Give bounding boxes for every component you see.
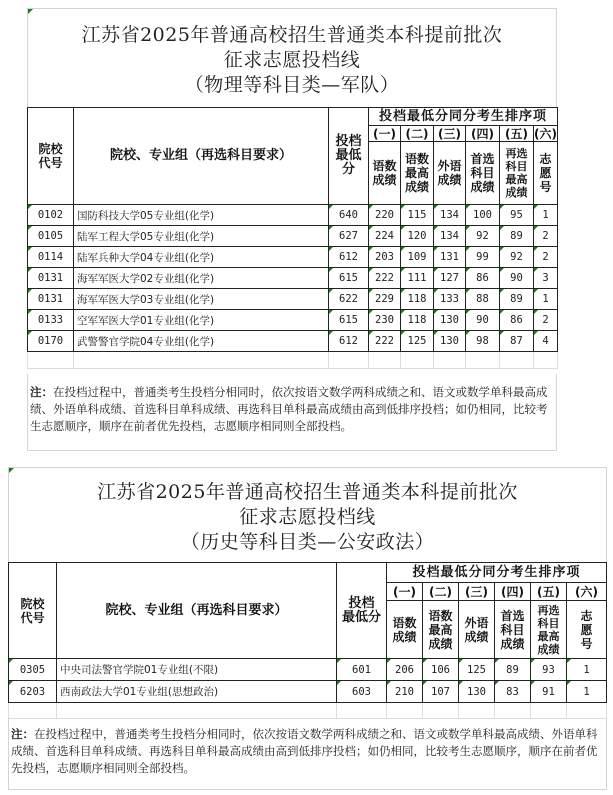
label-line: 最高	[505, 173, 528, 186]
cell-s6: 2	[534, 310, 558, 331]
label-line: 成绩	[500, 636, 525, 651]
header-min-score	[329, 108, 369, 205]
header-sub-num: (四)	[466, 126, 500, 142]
cell-s5: 91	[531, 681, 567, 703]
label-line: 成绩	[470, 180, 495, 194]
cell-min: 612	[329, 247, 369, 268]
table-row	[28, 226, 558, 247]
cell-s3: 130	[459, 681, 495, 703]
header-sub-num: (六)	[534, 126, 558, 141]
cell-s6: 1	[567, 659, 607, 681]
cell-name: 海军军医大学03专业组(化学)	[74, 289, 329, 310]
title-line-1: 江苏省2025年普通高校招生普通类本科提前批次	[81, 24, 503, 46]
label-line: 成绩	[392, 629, 417, 644]
cell-s6: 3	[534, 268, 558, 289]
header-sub-num: (二)	[401, 126, 434, 142]
cell-s4: 99	[466, 247, 500, 268]
header-sub-label	[534, 142, 558, 205]
cell-s5: 92	[500, 247, 534, 268]
cell-code: 0105	[28, 226, 74, 247]
header-min-line: 投档	[348, 595, 375, 611]
header-sub-num: (二)	[423, 583, 459, 601]
header-sub-num: (一)	[369, 126, 401, 142]
label-line: 成绩	[428, 636, 453, 651]
cell-s3: 130	[434, 310, 466, 331]
cell-s1: 206	[387, 659, 423, 681]
table-row	[28, 247, 558, 268]
cell-min: 640	[329, 205, 369, 226]
label-line: 首选	[500, 608, 525, 623]
cell-s1: 222	[369, 331, 401, 352]
cell-s5: 86	[500, 310, 534, 331]
cell-s5: 89	[500, 226, 534, 247]
header-sub-label	[369, 142, 401, 205]
cell-s5: 95	[500, 205, 534, 226]
label-line: 志	[539, 152, 552, 166]
cell-min: 615	[329, 268, 369, 289]
header-code	[9, 563, 57, 659]
label-line: 语数	[404, 152, 429, 166]
label-line: 首选	[470, 152, 495, 166]
cell-name: 国防科技大学05专业组(化学)	[74, 205, 329, 226]
cell-s2: 120	[401, 226, 434, 247]
label-line: 号	[539, 180, 552, 194]
header-code-line: 代号	[38, 156, 63, 170]
header-sub-label	[387, 601, 423, 659]
cell-s4: 86	[466, 268, 500, 289]
cell-s6: 1	[567, 681, 607, 703]
label-line: 最高	[428, 622, 453, 637]
cell-name: 海军军医大学02专业组(化学)	[74, 268, 329, 289]
cell-s1: 203	[369, 247, 401, 268]
label-line: 号	[580, 636, 593, 651]
label-line: 科目	[505, 160, 528, 173]
header-sub-num: (五)	[500, 126, 534, 142]
note-block	[8, 718, 607, 790]
cell-s4: 92	[466, 226, 500, 247]
header-sub-num: (六)	[567, 583, 607, 601]
cell-min: 603	[337, 681, 387, 703]
label-line: 最高	[404, 166, 429, 180]
header-sub-label	[401, 142, 434, 205]
cell-code: 0102	[28, 205, 74, 226]
table-row	[9, 681, 607, 703]
header-min-line: 分	[341, 162, 355, 177]
cell-s1: 222	[369, 268, 401, 289]
cell-s2: 106	[423, 659, 459, 681]
cell-min: 627	[329, 226, 369, 247]
cell-s5: 93	[531, 659, 567, 681]
empty-row	[9, 703, 607, 719]
cell-s2: 125	[401, 331, 434, 352]
cell-code: 0131	[28, 289, 74, 310]
cell-s2: 118	[401, 310, 434, 331]
cell-code: 0170	[28, 331, 74, 352]
cell-s1: 220	[369, 205, 401, 226]
cell-s2: 115	[401, 205, 434, 226]
cell-name: 陆军工程大学05专业组(化学)	[74, 226, 329, 247]
cell-name: 西南政法大学01专业组(思想政治)	[57, 681, 337, 703]
header-code-line: 院校	[20, 596, 45, 611]
header-sub-label	[423, 601, 459, 659]
header-min-score	[337, 563, 387, 659]
label-line: 最高	[537, 629, 560, 643]
cell-code: 0133	[28, 310, 74, 331]
header-sub-label	[466, 142, 500, 205]
cell-code: 6203	[9, 681, 57, 703]
cell-s3: 130	[434, 331, 466, 352]
cell-name: 陆军兵种大学04专业组(化学)	[74, 247, 329, 268]
cell-name: 武警警官学院04专业组(化学)	[74, 331, 329, 352]
cell-min: 622	[329, 289, 369, 310]
label-line: 语数	[392, 615, 417, 630]
label-line: 成绩	[464, 629, 489, 644]
table-row	[28, 331, 558, 352]
cell-s5: 89	[500, 289, 534, 310]
header-code-line: 院校	[38, 142, 63, 156]
cell-s2: 111	[401, 268, 434, 289]
note-text: 在投档过程中，普通类考生投档分相同时，依次按语文数学两科成绩之和、语文或数学单科最高成绩、外语单科成绩、首选科目单科成绩、再选科目单科最高成绩由高到低排序投档；如仍相同，比较考生志愿顺序，顺序在前者优先投档，志愿顺序相同则全部投档。	[11, 727, 598, 775]
label-line: 科目	[500, 622, 525, 637]
cell-s1: 224	[369, 226, 401, 247]
header-code-line: 代号	[20, 610, 45, 625]
cell-name: 空军军医大学01专业组(化学)	[74, 310, 329, 331]
label-line: 成绩	[372, 173, 397, 187]
admission-table	[27, 107, 558, 369]
title-line-2: 征求志愿投档线	[223, 49, 361, 71]
header-sub-label	[434, 142, 466, 205]
admission-table	[8, 562, 607, 719]
table-row	[28, 268, 558, 289]
label-line: 成绩	[537, 642, 560, 656]
header-sub-label	[531, 601, 567, 659]
header-sub-num: (三)	[434, 126, 466, 142]
label-line: 成绩	[505, 186, 528, 199]
cell-s2: 109	[401, 247, 434, 268]
label-line: 科目	[537, 616, 560, 630]
cell-s3: 127	[434, 268, 466, 289]
cell-s4: 88	[466, 289, 500, 310]
cell-min: 612	[329, 331, 369, 352]
cell-s4: 100	[466, 205, 500, 226]
table-row	[28, 205, 558, 226]
header-min-line: 投档	[335, 134, 362, 149]
title-block	[8, 467, 607, 563]
cell-s4: 90	[466, 310, 500, 331]
header-min-line: 最低	[335, 148, 362, 163]
label-line: 外语	[437, 159, 462, 173]
label-line: 语数	[372, 159, 397, 173]
title-line-3: （物理等科目类—军队）	[184, 74, 400, 96]
cell-s2: 107	[423, 681, 459, 703]
header-sub-label	[500, 142, 534, 205]
cell-s3: 125	[459, 659, 495, 681]
note-label: 注：	[30, 385, 53, 399]
cell-s4: 89	[495, 659, 531, 681]
header-sub-label	[495, 601, 531, 659]
table-row	[28, 310, 558, 331]
cell-code: 0114	[28, 247, 74, 268]
label-line: 外语	[464, 615, 489, 630]
cell-s3: 131	[434, 247, 466, 268]
cell-s3: 133	[434, 289, 466, 310]
header-tiebreak-group: 投档最低分同分考生排序项	[387, 563, 607, 583]
label-line: 再选	[537, 603, 560, 617]
cell-s3: 134	[434, 226, 466, 247]
cell-s4: 98	[466, 331, 500, 352]
header-sub-num: (五)	[531, 583, 567, 601]
cell-marker-icon	[28, 9, 33, 14]
cell-s6: 1	[534, 289, 558, 310]
cell-s5: 90	[500, 268, 534, 289]
header-name: 院校、专业组（再选科目要求）	[74, 108, 329, 205]
cell-s6: 2	[534, 247, 558, 268]
cell-s4: 83	[495, 681, 531, 703]
title-block	[27, 8, 557, 108]
title-line-1: 江苏省2025年普通高校招生普通类本科提前批次	[97, 481, 518, 503]
header-sub-label	[567, 601, 607, 659]
header-code	[28, 108, 74, 205]
table-row	[9, 659, 607, 681]
cell-s3: 134	[434, 205, 466, 226]
cell-code: 0305	[9, 659, 57, 681]
cell-s6: 4	[534, 331, 558, 352]
label-line: 愿	[580, 622, 593, 637]
cell-s2: 118	[401, 289, 434, 310]
cell-s5: 87	[500, 331, 534, 352]
cell-min: 601	[337, 659, 387, 681]
cell-min: 615	[329, 310, 369, 331]
title-line-2: 征求志愿投档线	[239, 506, 376, 528]
header-name: 院校、专业组（再选科目要求）	[57, 563, 337, 659]
cell-code: 0131	[28, 268, 74, 289]
cell-marker-icon	[9, 468, 14, 473]
label-line: 成绩	[437, 173, 462, 187]
label-line: 科目	[470, 166, 495, 180]
label-line: 愿	[539, 166, 552, 180]
note-label: 注：	[11, 727, 34, 741]
note-text: 在投档过程中，普通类考生投档分相同时，依次按语文数学两科成绩之和、语文或数学单科最高成绩、外语单科成绩、首选科目单科成绩、再选科目单科最高成绩由高到低排序投档；如仍相同，比较考生志愿顺序，顺序在前者优先投档，志愿顺序相同则全部投档。	[30, 385, 548, 433]
empty-row	[28, 352, 558, 369]
header-sub-num: (三)	[459, 583, 495, 601]
cell-s6: 1	[534, 205, 558, 226]
label-line: 再选	[505, 147, 528, 160]
label-line: 语数	[428, 608, 453, 623]
header-tiebreak-group: 投档最低分同分考生排序项	[369, 108, 558, 126]
header-sub-num: (一)	[387, 583, 423, 601]
header-sub-num: (四)	[495, 583, 531, 601]
header-sub-label	[459, 601, 495, 659]
cell-s1: 230	[369, 310, 401, 331]
cell-s1: 210	[387, 681, 423, 703]
note-block	[27, 374, 557, 451]
cell-name: 中央司法警官学院01专业组(不限)	[57, 659, 337, 681]
table-row	[28, 289, 558, 310]
label-line: 志	[580, 608, 593, 623]
label-line: 成绩	[404, 180, 429, 194]
header-min-line: 最低分	[341, 609, 381, 625]
cell-s1: 229	[369, 289, 401, 310]
cell-s6: 2	[534, 226, 558, 247]
title-line-3: （历史等科目类—公安政法）	[180, 531, 435, 553]
